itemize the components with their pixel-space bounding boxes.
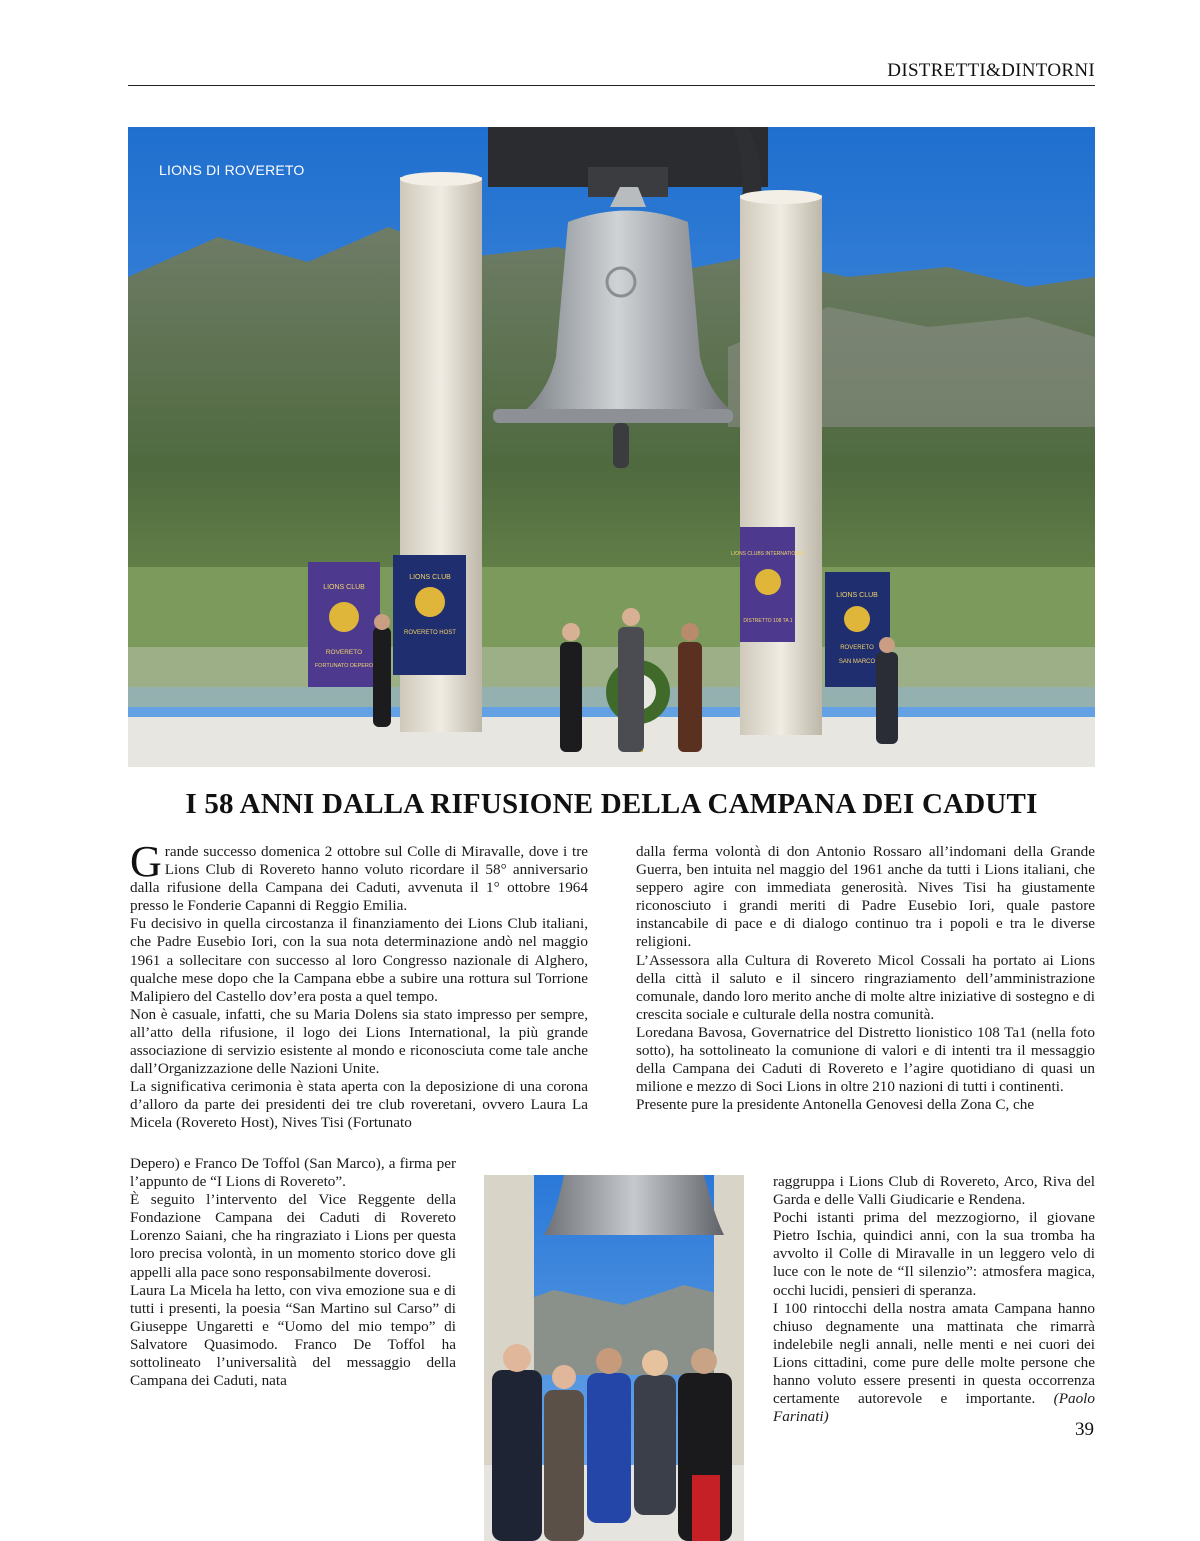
paragraph-10-continued: raggruppa i Lions Club di Rovereto, Arco, Riva del Garda e delle Valli Giudicarie e Rendena.	[773, 1173, 1095, 1209]
paragraph-11: Pochi istanti prima del mezzogiorno, il giovane Pietro Ischia, quindici anni, con la sua tromba ha avvolto il Colle di Miravalle in un leggero velo di luce con le note de “Il silenzio”: atmosfera magica, occhi lucidi, pensieri di speranza.	[773, 1209, 1095, 1299]
right-column	[636, 843, 1095, 1114]
banner-1-line2: ROVERETO	[325, 649, 363, 656]
paragraph-6: Laura La Micela ha letto, con viva emozione sua e di tutti i presenti, la poesia “San Martino sul Carso” di Giuseppe Ungaretti e “Uomo del mio tempo” di Salvatore Quasimodo. Franco De Toffol ha sottolineato l’universalità del messaggio della Campana dei Caduti, nata	[130, 1281, 456, 1390]
banner-3-line2: DISTRETTO 108 TA 1	[743, 618, 793, 624]
banner-2-line1: LIONS CLUB	[409, 574, 451, 581]
banner-4-line1: LIONS CLUB	[836, 592, 878, 599]
paragraph-9: Loredana Bavosa, Governatrice del Distretto lionistico 108 Ta1 (nella foto sotto), ha sottolineato la comunione di valori e di intenti tra il messaggio della Campana dei Caduti di Rovereto e l’agire quotidiano di quasi un milione e mezzo di Soci Lions in oltre 210 nazioni di tutti i continenti.	[636, 1023, 1095, 1096]
banner-1-line3: FORTUNATO DEPERO	[314, 663, 374, 669]
author-credit: (Paolo Farinati)	[773, 1390, 1095, 1426]
paragraph-1	[130, 837, 588, 915]
right-column-narrow	[773, 1173, 1095, 1426]
left-column	[130, 837, 588, 1133]
banner-1-line1: LIONS CLUB	[323, 584, 365, 591]
group-portrait-illustration	[484, 1175, 744, 1541]
paragraph-12-text: I 100 rintocchi della nostra amata Campana hanno chiuso degnamente una mattinata che rimarrà indelebile negli annali, nelle menti e nei cuori dei Lions cittadini, come pure delle molte persone che hanno voluto essere presenti in questa occorrenza certamente autorevole e importante.	[773, 1299, 1095, 1408]
paragraph-1-text: rande successo domenica 2 ottobre sul Colle di Miravalle, dove i tre Lions Club di Rovereto hanno voluto ricordare il 58° anniversario dalla rifusione della Campana dei Caduti, avvenuta il 1° ottobre 1964 presso le Fonderie Capanni di Reggio Emilia.	[130, 843, 588, 915]
banner-3-line1: LIONS CLUBS INTERNATIONAL	[730, 551, 806, 557]
paragraph-10: Presente pure la presidente Antonella Genovesi della Zona C, che	[636, 1096, 1035, 1114]
left-column-narrow	[130, 1155, 456, 1390]
paragraph-7: dalla ferma volontà di don Antonio Rossaro all’indomani della Grande Guerra, ben intuita nel maggio del 1961 anche da tutti i Lions italiani, che seppero agire con immediata generosità. Nives Tisi ha giustamente riconosciuto i grandi meriti di Padre Eusebio Iori, quale pastore instancabile di pace e di dialogo continuo tra i popoli e tra le diverse religioni.	[636, 843, 1095, 951]
paragraph-4-continued: Depero) e Franco De Toffol (San Marco), a firma per l’appunto de “I Lions di Rovereto”.	[130, 1155, 456, 1191]
paragraph-5: È seguito l’intervento del Vice Reggente della Fondazione Campana dei Caduti di Rovereto Lorenzo Saiani, che ha ringraziato i Lions per questa loro precisa volontà, in un momento storico dove gli appelli alla pace sono responsabilmente doverosi.	[130, 1191, 456, 1281]
section-label: DISTRETTI&DINTORNI	[887, 60, 1095, 81]
paragraph-8: L’Assessora alla Cultura di Rovereto Micol Cossali ha portato ai Lions della città il saluto e il sincero ringraziamento dell’amministrazione comunale, dando loro merito anche di molte altre iniziative di sostegno e di crescita sociale e culturale della nostra comunità.	[636, 951, 1095, 1023]
main-photo	[128, 127, 1095, 767]
paragraph-4: La significativa cerimonia è stata aperta con la deposizione di una corona d’alloro da parte dei presidenti dei tre club roveretani, ovvero Laura La Micela (Rovereto Host), Nives Tisi (Fortunato	[130, 1078, 588, 1132]
page-number: 39	[1075, 1419, 1094, 1440]
banner-4-line2: ROVERETO	[840, 645, 874, 651]
bell-ceremony-illustration	[128, 127, 1095, 767]
inset-photo	[484, 1175, 744, 1541]
photo-caption: LIONS DI ROVERETO	[159, 162, 305, 178]
article-title: I 58 ANNI DALLA RIFUSIONE DELLA CAMPANA DEI CADUTI	[185, 788, 1038, 820]
dropcap: G	[130, 837, 162, 886]
paragraph-3: Non è casuale, infatti, che su Maria Dolens sia stato impresso per sempre, all’atto della rifusione, il logo dei Lions International, la più grande associazione di servizio esistente al mondo e riconosciuta come tale anche dall’Organizzazione delle Nazioni Unite.	[130, 1005, 588, 1078]
paragraph-2: Fu decisivo in quella circostanza il finanziamento dei Lions Club italiani, che Padre Eusebio Iori, con la sua nota determinazione andò nel maggio 1961 a sollecitare con successo al loro Congresso nazionale di Alghero, qualche mese dopo che la Campana ebbe a subire una rottura sul Torrione Malipiero del Castello dov’era posta a quel tempo.	[130, 915, 588, 1005]
banner-4-line3: SAN MARCO	[838, 659, 876, 665]
running-header	[128, 58, 1095, 86]
paragraph-12	[773, 1300, 1095, 1427]
banner-2-line2: ROVERETO HOST	[404, 630, 456, 636]
